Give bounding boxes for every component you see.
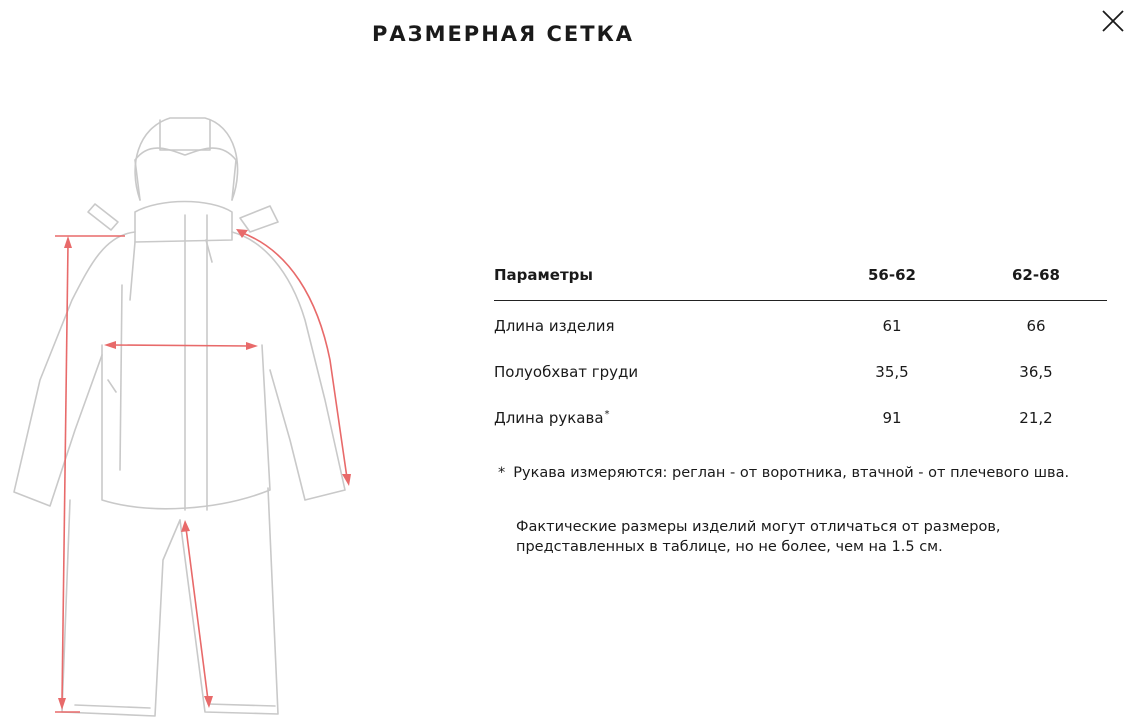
row-label: Длина рукава	[494, 409, 604, 427]
disclaimer-line: Фактические размеры изделий могут отличаться от размеров,	[516, 519, 1001, 535]
row-value-size-56-62: 61	[882, 317, 902, 335]
close-icon	[1096, 6, 1128, 38]
disclaimer-line: представленных в таблице, но не более, чем на 1.5 см.	[516, 539, 943, 555]
row-label: Длина изделия	[494, 317, 615, 335]
table-row	[494, 303, 1107, 349]
footnote-marker: *	[604, 409, 610, 420]
jumpsuit-illustration	[0, 100, 370, 722]
footnote-mark: *	[498, 465, 506, 481]
row-value-size-56-62: 35,5	[875, 363, 909, 381]
table-header-row	[494, 256, 1107, 301]
row-value-size-62-68: 66	[1026, 317, 1046, 335]
sleeve-footnote	[498, 465, 1069, 481]
header-parameters: Параметры	[494, 266, 593, 284]
header-size-62-68: 62-68	[1012, 266, 1060, 284]
row-label: Полуобхват груди	[494, 363, 639, 381]
row-value-size-62-68: 21,2	[1019, 409, 1053, 427]
table-row	[494, 349, 1107, 395]
size-table	[494, 256, 1107, 441]
row-value-size-56-62: 91	[882, 409, 902, 427]
modal-title: РАЗМЕРНАЯ СЕТКА	[372, 22, 635, 46]
row-value-size-62-68: 36,5	[1019, 363, 1053, 381]
close-button[interactable]	[1096, 6, 1128, 38]
table-row	[494, 395, 1107, 441]
size-disclaimer	[516, 517, 1076, 557]
header-size-56-62: 56-62	[868, 266, 916, 284]
row-label-wrapper	[494, 409, 610, 427]
footnote-text: Рукава измеряются: реглан - от воротника, втачной - от плечевого шва.	[513, 465, 1070, 481]
